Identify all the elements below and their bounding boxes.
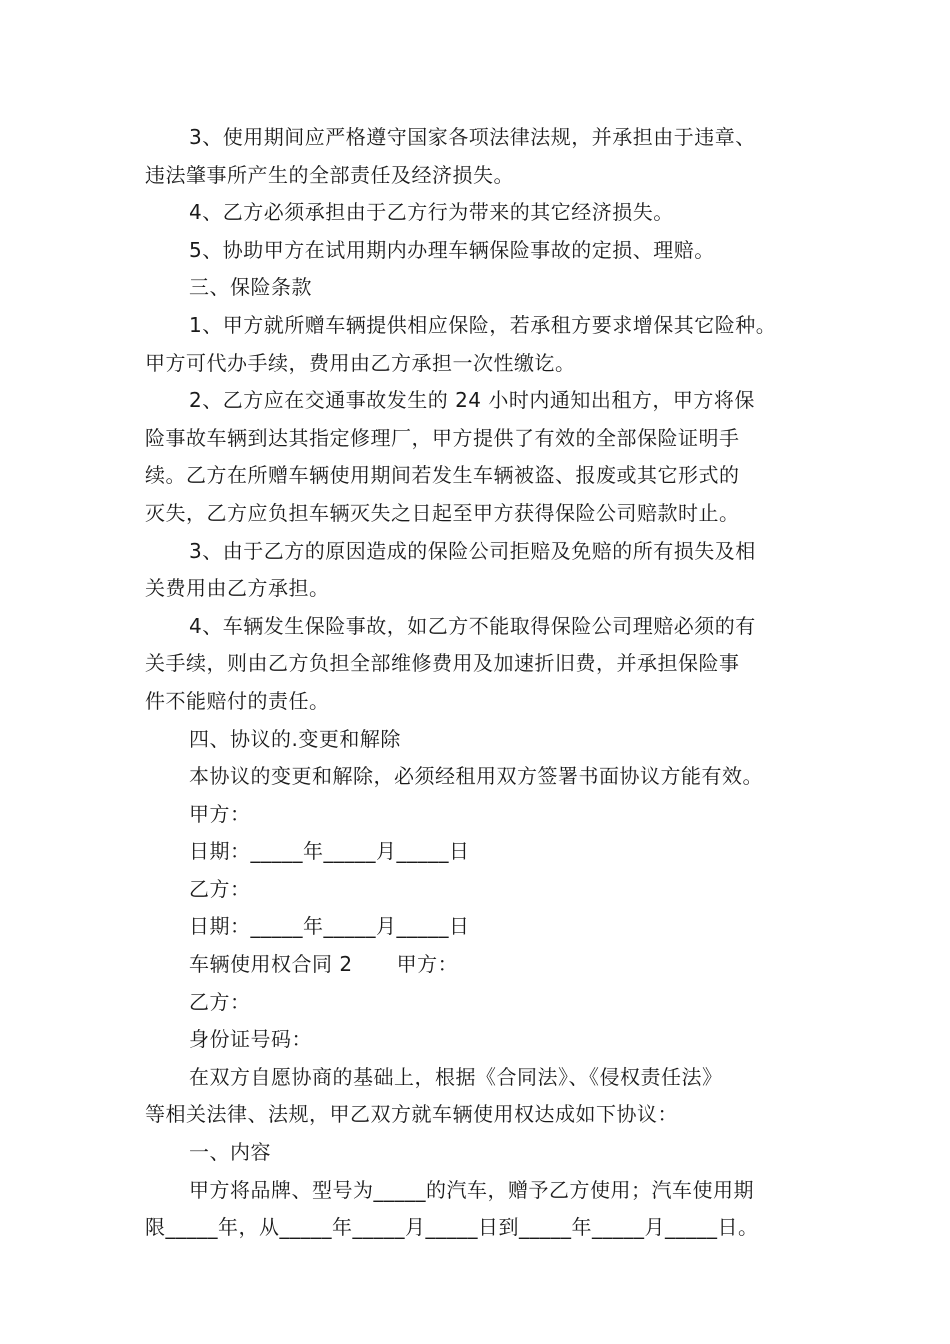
party-a-label: 甲方： [396, 952, 459, 977]
paragraph-line: 关手续，则由乙方负担全部维修费用及加速折旧费，并承担保险事 [145, 651, 740, 676]
paragraph-line: 3、使用期间应严格遵守国家各项法律法规，并承担由于违章、 [189, 125, 756, 149]
paragraph-line: 5、协助甲方在试用期内办理车辆保险事故的定损、理赔。 [189, 237, 715, 262]
date-line: 日期：_____年_____月_____日 [189, 839, 470, 864]
paragraph-line: 灭失，乙方应负担车辆灭失之日起至甲方获得保险公司赔款时止。 [145, 500, 740, 525]
party-b-label: 乙方： [189, 876, 251, 901]
section-heading: 一、内容 [189, 1140, 271, 1165]
party-b-label: 乙方： [189, 989, 251, 1014]
paragraph-line: 在双方自愿协商的基础上，根据《合同法》、《侵权责任法》 [189, 1064, 723, 1089]
paragraph-line: 3、由于乙方的原因造成的保险公司拒赔及免赔的所有损失及相 [189, 538, 756, 563]
paragraph-line: 甲方将品牌、型号为_____的汽车，赠予乙方使用；汽车使用期 [189, 1177, 754, 1202]
paragraph-line: 4、车辆发生保险事故，如乙方不能取得保险公司理赔必须的有 [189, 613, 756, 638]
contract-title-line [145, 946, 810, 984]
paragraph-line: 关费用由乙方承担。 [145, 576, 330, 601]
contract-title: 车辆使用权合同 2 [189, 952, 353, 977]
paragraph-line: 等相关法律、法规，甲乙双方就车辆使用权达成如下协议： [145, 1102, 678, 1127]
paragraph-line: 本协议的变更和解除，必须经租用双方签署书面协议方能有效。 [189, 764, 763, 789]
party-a-label: 甲方： [189, 801, 251, 826]
date-line: 日期：_____年_____月_____日 [189, 914, 470, 939]
paragraph-line: 甲方可代办手续，费用由乙方承担一次性缴讫。 [145, 350, 576, 375]
document-body [145, 119, 810, 1247]
paragraph-line: 违法肇事所产生的全部责任及经济损失。 [145, 162, 514, 187]
paragraph-line: 续。乙方在所赠车辆使用期间若发生车辆被盗、报废或其它形式的 [145, 463, 740, 488]
paragraph-line: 险事故车辆到达其指定修理厂，甲方提供了有效的全部保险证明手 [145, 425, 740, 450]
paragraph-line: 1、甲方就所赠车辆提供相应保险，若承租方要求增保其它险种。 [189, 312, 777, 337]
paragraph-line: 4、乙方必须承担由于乙方行为带来的其它经济损失。 [189, 200, 674, 225]
paragraph-line: 件不能赔付的责任。 [145, 688, 330, 713]
section-heading: 四、协议的.变更和解除 [189, 726, 401, 751]
paragraph-line: 2、乙方应在交通事故发生的 24 小时内通知出租方，甲方将保 [189, 388, 755, 413]
id-number-label: 身份证号码： [189, 1027, 312, 1052]
section-heading: 三、保险条款 [189, 275, 312, 300]
paragraph-line: 限_____年，从_____年_____月_____日到_____年_____月_____日。 [145, 1215, 759, 1240]
